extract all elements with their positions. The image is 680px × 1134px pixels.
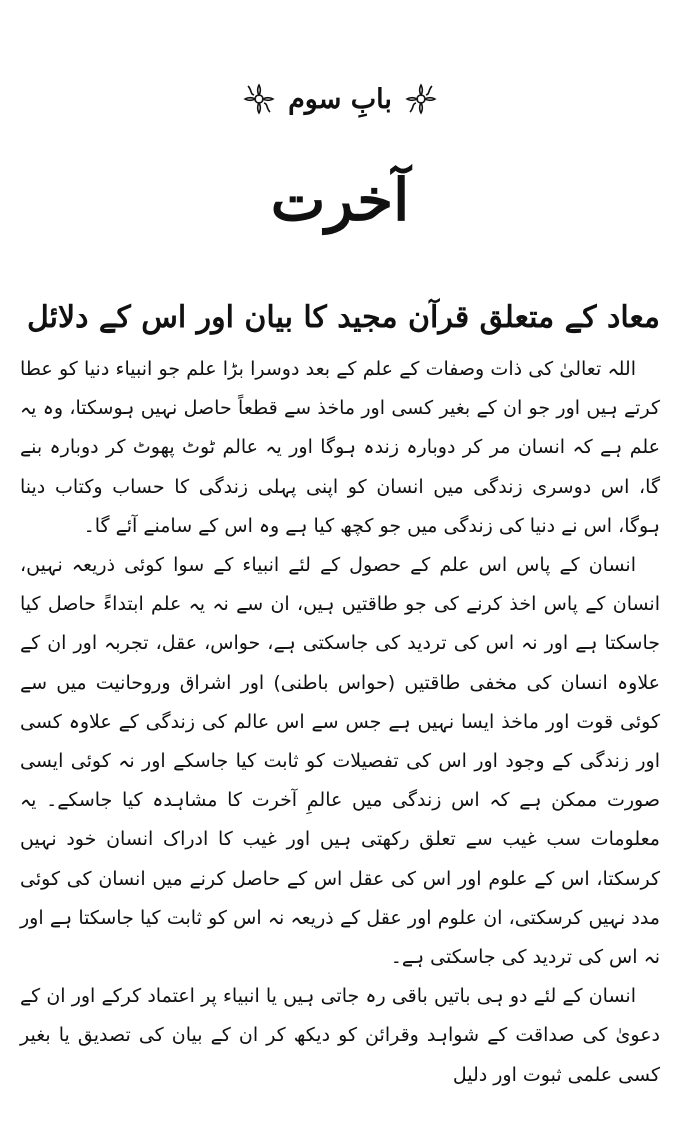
chapter-title: آخرت	[270, 166, 410, 234]
chapter-label: بابِ سوم	[288, 83, 392, 115]
paragraph-3: انسان کے لئے دو ہی باتیں باقی رہ جاتی ہیں یا انبیاء پر اعتماد کرکے اور ان کے دعویٰ کی صداقت کے شواہد وقرائن کو دیکھ کر ان کے بیان کی تصدیق یا بغیر کسی علمی ثبوت اور دلیل	[20, 985, 660, 1086]
paragraph-1: اللہ تعالیٰ کی ذات وصفات کے علم کے بعد دوسرا بڑا علم جو انبیاء دنیا کو عطا کرتے ہیں اور جو ان کے بغیر کسی اور ماخذ سے قطعاً حاصل نہیں ہوسکتا، وہ یہ علم ہے کہ انسان مر کر دوبارہ زندہ ہوگا اور یہ عالم ٹوٹ پھوٹ کر دوبارہ بنے گا، اس دوسری زندگی میں انسان کو اپنی پہلی زندگی کا حساب وکتاب دینا ہوگا، اس نے دنیا کی زندگی میں جو کچھ کیا ہے وہ اس کے سامنے آئے گا۔	[20, 358, 660, 537]
chapter-header	[0, 82, 680, 116]
paragraph-2: انسان کے پاس اس علم کے حصول کے لئے انبیاء کے سوا کوئی ذریعہ نہیں، انسان کے پاس اخذ کرنے کی جو طاقتیں ہیں، ان سے نہ یہ علم ابتداءً حاصل کیا جاسکتا ہے اور نہ اس کی تردید کی جاسکتی ہے، حواس، عقل، تجربہ اور ان کے علاوہ انسان کی مخفی طاقتیں (حواس باطنی) اور اشراق وروحانیت میں سے کوئی قوت اور ماخذ ایسا نہیں ہے جس سے اس عالم کی زندگی کے علاوہ کسی اور زندگی کے وجود اور اس کی تفصیلات کو ثابت کیا جاسکے اور نہ کوئی ایسی صورت ممکن ہے کہ اس زندگی میں عالمِ آخرت کا مشاہدہ کیا جاسکے۔ یہ معلومات سب غیب سے تعلق رکھتی ہیں اور غیب کا ادراک انسان خود نہیں کرسکتا، اس کے علوم اور اس کی عقل اس کے حاصل کرنے میں انسان کی کوئی مدد نہیں کرسکتی، ان علوم اور عقل کے ذریعہ نہ اس کو ثابت کیا جاسکتا ہے اور نہ اس کی تردید کی جاسکتی ہے۔	[20, 554, 660, 969]
floral-ornament-icon	[242, 82, 276, 116]
section-heading: معاد کے متعلق قرآن مجید کا بیان اور اس کے دلائل	[26, 300, 660, 335]
body-text	[20, 350, 660, 1095]
floral-ornament-icon	[404, 82, 438, 116]
